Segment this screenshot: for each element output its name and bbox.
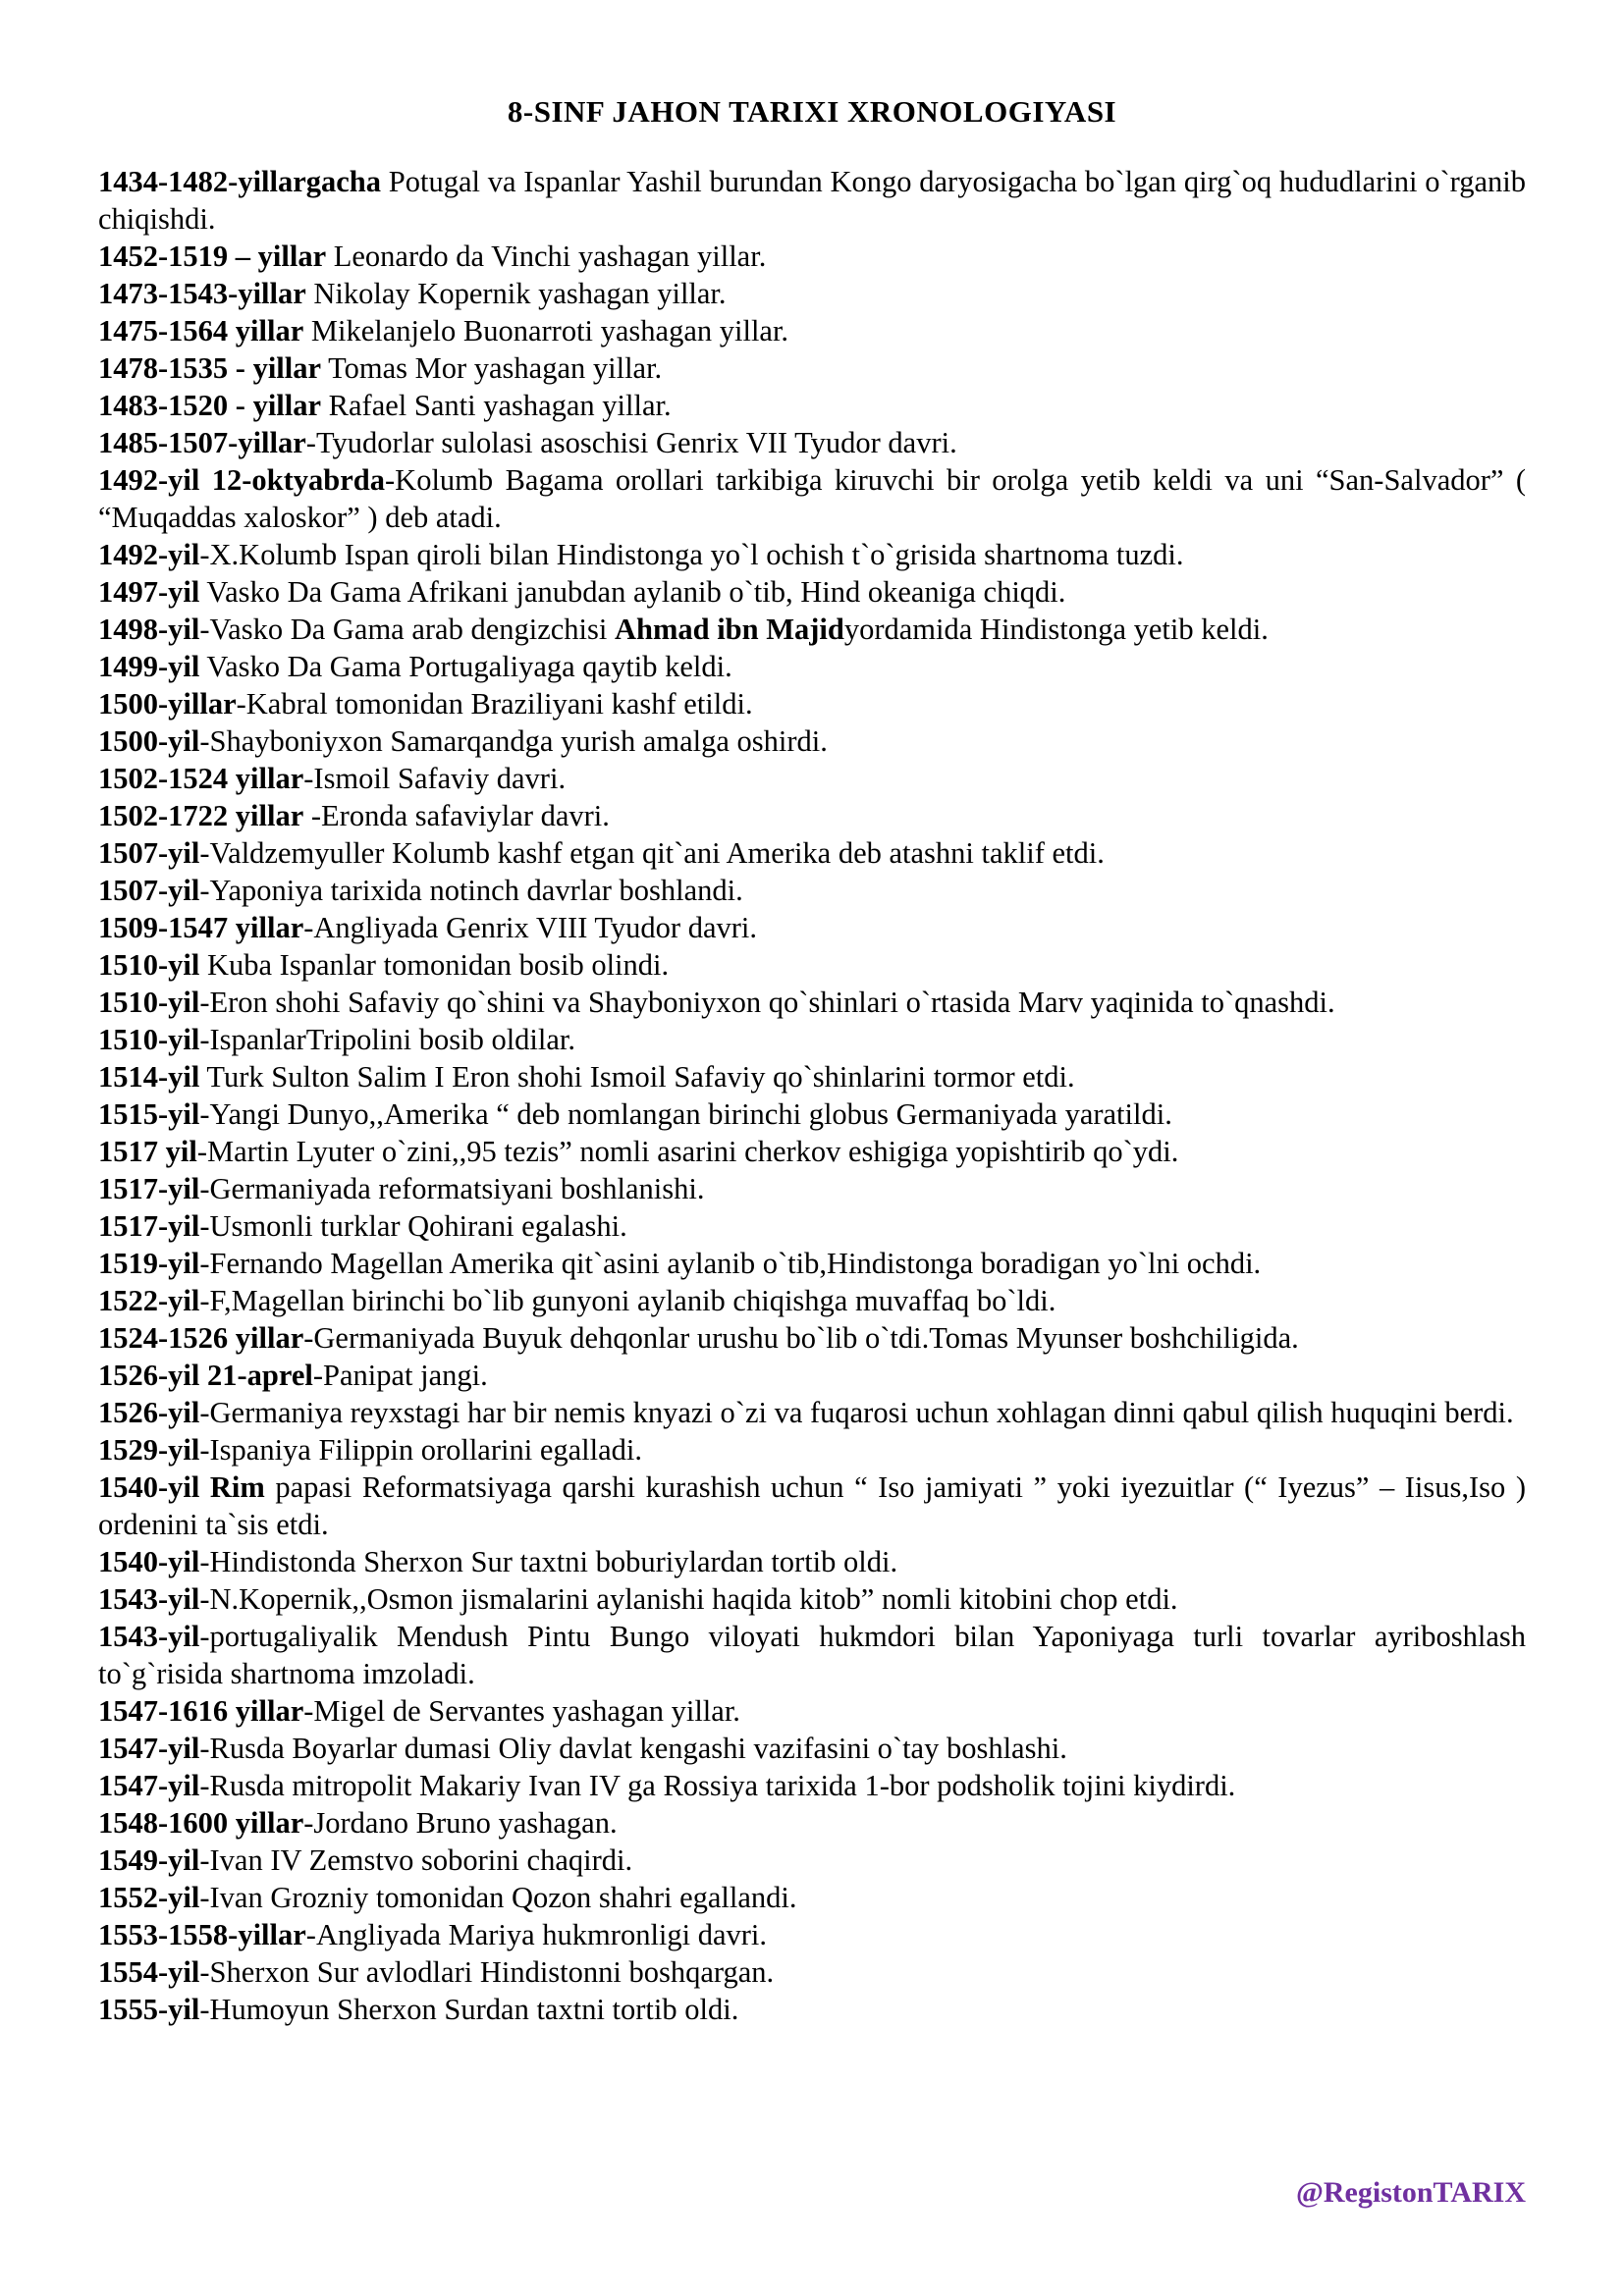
entry-text: yordamida Hindistonga yetib keldi. — [843, 613, 1269, 646]
entry-date: 1452-1519 – yillar — [98, 240, 327, 273]
entry-text: -Rusda Boyarlar dumasi Oliy davlat kengashi vazifasini o`tay boshlashi. — [199, 1732, 1067, 1765]
chronology-entry — [98, 909, 1526, 946]
entry-date: 1502-1722 yillar — [98, 799, 304, 832]
entry-text: -Tyudorlar sulolasi asoschisi Genrix VII Tyudor davri. — [305, 426, 957, 459]
entry-date: 1473-1543-yillar — [98, 277, 306, 310]
channel-handle: @RegistonTARIX — [1295, 2176, 1526, 2209]
chronology-entry — [98, 349, 1526, 387]
entry-date: 1540-yil Rim — [98, 1470, 265, 1504]
entry-date: 1526-yil 21-aprel — [98, 1359, 313, 1392]
entry-date: 1507-yil — [98, 874, 200, 907]
entry-date: 1498-yil — [98, 613, 200, 646]
entry-text: Kuba Ispanlar tomonidan bosib olindi. — [199, 948, 670, 982]
entry-text: -Martin Lyuter o`zini,,95 tezis” nomli asarini cherkov eshigiga yopishtirib qo`ydi. — [196, 1135, 1179, 1168]
entry-text: Nikolay Kopernik yashagan yillar. — [305, 277, 727, 310]
page-title: 8-SINF JAHON TARIXI XRONOLOGIYASI — [507, 94, 1117, 129]
entry-text: -Jordano Bruno yashagan. — [303, 1806, 618, 1840]
chronology-entry — [98, 312, 1526, 349]
entry-text: -Panipat jangi. — [312, 1359, 488, 1392]
entry-text: Vasko Da Gama Afrikani janubdan aylanib o`tib, Hind okeaniga chiqdi. — [199, 575, 1066, 609]
chronology-entry — [98, 1394, 1526, 1431]
entry-date: 1500-yil — [98, 724, 200, 758]
entry-date: Ahmad ibn Majid — [614, 613, 844, 646]
entry-date: 1549-yil — [98, 1843, 200, 1877]
chronology-entry — [98, 1842, 1526, 1879]
entry-text: -Yaponiya tarixida notinch davrlar boshlandi. — [199, 874, 743, 907]
chronology-entry — [98, 1133, 1526, 1170]
chronology-entry — [98, 1692, 1526, 1730]
chronology-entry — [98, 1245, 1526, 1282]
chronology-entry — [98, 1543, 1526, 1580]
chronology-entry — [98, 611, 1526, 648]
entry-date: 1522-yil — [98, 1284, 200, 1317]
chronology-entry — [98, 1618, 1526, 1692]
entry-date: 1547-1616 yillar — [98, 1694, 304, 1728]
chronology-entry — [98, 1058, 1526, 1095]
entry-date: 1507-yil — [98, 836, 200, 870]
entry-date: 1555-yil — [98, 1993, 200, 2026]
entry-text: Tomas Mor yashagan yillar. — [321, 351, 663, 385]
chronology-entry — [98, 1953, 1526, 1991]
chronology-entry — [98, 1357, 1526, 1394]
entry-text: -Ismoil Safaviy davri. — [303, 762, 567, 795]
entry-date: 1553-1558-yillar — [98, 1918, 306, 1951]
chronology-entry — [98, 163, 1526, 238]
chronology-entry — [98, 1804, 1526, 1842]
entry-date: 1547-yil — [98, 1732, 200, 1765]
entry-text: Turk Sulton Salim I Eron shohi Ismoil Safaviy qo`shinlarini tormor etdi. — [199, 1060, 1075, 1094]
entry-date: 1543-yil — [98, 1582, 200, 1616]
chronology-entry — [98, 1879, 1526, 1916]
entry-date: 1510-yil — [98, 948, 200, 982]
entry-text: -portugaliyalik Mendush Pintu Bungo viloyati hukmdori bilan Yaponiyaga turli tovarlar ayriboshlash to`g`risida shartnoma imzoladi. — [98, 1620, 1526, 1690]
entry-date: 1499-yil — [98, 650, 200, 683]
entry-text: -Humoyun Sherxon Surdan taxtni tortib oldi. — [199, 1993, 739, 2026]
entry-text: -Angliyada Genrix VIII Tyudor davri. — [303, 911, 757, 944]
entry-date: 1510-yil — [98, 986, 200, 1019]
entry-date: 1517-yil — [98, 1172, 200, 1205]
entry-text: -Angliyada Mariya hukmronligi davri. — [305, 1918, 768, 1951]
entry-text: -Ivan Grozniy tomonidan Qozon shahri egallandi. — [199, 1881, 797, 1914]
chronology-list — [98, 163, 1526, 2028]
entry-date: 1529-yil — [98, 1433, 200, 1467]
chronology-entry — [98, 648, 1526, 685]
chronology-entry — [98, 1170, 1526, 1207]
entry-text: Mikelanjelo Buonarroti yashagan yillar. — [303, 314, 789, 347]
entry-text: -F,Magellan birinchi bo`lib gunyoni aylanib chiqishga muvaffaq bo`ldi. — [199, 1284, 1056, 1317]
entry-date: 1547-yil — [98, 1769, 200, 1802]
entry-text: -Shayboniyxon Samarqandga yurish amalga oshirdi. — [199, 724, 828, 758]
chronology-entry — [98, 573, 1526, 611]
entry-text: -Kolumb Bagama orollari tarkibiga kiruvchi bir orolga yetib keldi va uni “San-Salvador” ( “Muqaddas xaloskor” ) deb atadi. — [98, 463, 1526, 534]
chronology-entry — [98, 1431, 1526, 1468]
entry-text: -Ispaniya Filippin orollarini egalladi. — [199, 1433, 642, 1467]
entry-text: -Sherxon Sur avlodlari Hindistonni boshqargan. — [199, 1955, 775, 1989]
entry-date: 1540-yil — [98, 1545, 200, 1578]
entry-date: 1509-1547 yillar — [98, 911, 304, 944]
entry-text: Rafael Santi yashagan yillar. — [321, 389, 672, 422]
chronology-entry — [98, 685, 1526, 722]
entry-text: -Fernando Magellan Amerika qit`asini aylanib o`tib,Hindistonga boradigan yo`lni ochdi. — [199, 1247, 1262, 1280]
entry-date: 1514-yil — [98, 1060, 200, 1094]
entry-text: -Germaniya reyxstagi har bir nemis knyazi o`zi va fuqarosi uchun xohlagan dinni qabul qilish huquqini berdi. — [199, 1396, 1514, 1429]
entry-date: 1485-1507-yillar — [98, 426, 306, 459]
entry-date: 1483-1520 - yillar — [98, 389, 322, 422]
chronology-entry — [98, 1021, 1526, 1058]
entry-text: -IspanlarTripolini bosib oldilar. — [199, 1023, 576, 1056]
entry-date: 1543-yil — [98, 1620, 200, 1653]
entry-date: 1500-yillar — [98, 687, 237, 721]
entry-text: -Migel de Servantes yashagan yillar. — [303, 1694, 740, 1728]
entry-text: -Rusda mitropolit Makariy Ivan IV ga Rossiya tarixida 1-bor podsholik tojini kiydirdi. — [199, 1769, 1236, 1802]
chronology-entry — [98, 1916, 1526, 1953]
entry-date: 1517 yil — [98, 1135, 197, 1168]
chronology-entry — [98, 1767, 1526, 1804]
chronology-entry — [98, 536, 1526, 573]
entry-date: 1478-1535 - yillar — [98, 351, 322, 385]
chronology-entry — [98, 424, 1526, 461]
chronology-entry — [98, 1282, 1526, 1319]
chronology-entry — [98, 1319, 1526, 1357]
entry-date: 1519-yil — [98, 1247, 200, 1280]
entry-text: -Valdzemyuller Kolumb kashf etgan qit`ani Amerika deb atashni taklif etdi. — [199, 836, 1105, 870]
chronology-entry — [98, 1991, 1526, 2028]
entry-date: 1510-yil — [98, 1023, 200, 1056]
chronology-entry — [98, 760, 1526, 797]
chronology-entry — [98, 722, 1526, 760]
entry-text: -Germaniyada reformatsiyani boshlanishi. — [199, 1172, 705, 1205]
entry-date: 1515-yil — [98, 1097, 200, 1131]
entry-text: Potugal va Ispanlar Yashil burundan Kongo daryosigacha bo`lgan qirg`oq hududlarini o`rganib chiqishdi. — [98, 165, 1526, 236]
entry-text: -Usmonli turklar Qohirani egalashi. — [199, 1209, 627, 1243]
entry-date: 1475-1564 yillar — [98, 314, 304, 347]
entry-text: -Eron shohi Safaviy qo`shini va Shayboniyxon qo`shinlari o`rtasida Marv yaqinida to`qnashdi. — [199, 986, 1335, 1019]
entry-text: papasi Reformatsiyaga qarshi kurashish uchun “ Iso jamiyati ” yoki iyezuitlar (“ Iyezus” – Iisus,Iso ) ordenini ta`sis etdi. — [98, 1470, 1526, 1541]
entry-text: -Ivan IV Zemstvo soborini chaqirdi. — [199, 1843, 633, 1877]
entry-date: 1552-yil — [98, 1881, 200, 1914]
entry-text: -Eronda safaviylar davri. — [303, 799, 610, 832]
chronology-entry — [98, 1580, 1526, 1618]
chronology-entry — [98, 984, 1526, 1021]
entry-text: -Yangi Dunyo,,Amerika “ deb nomlangan birinchi globus Germaniyada yaratildi. — [199, 1097, 1172, 1131]
entry-date: 1526-yil — [98, 1396, 200, 1429]
entry-date: 1502-1524 yillar — [98, 762, 304, 795]
entry-text: Vasko Da Gama Portugaliyaga qaytib keldi. — [199, 650, 732, 683]
entry-date: 1524-1526 yillar — [98, 1321, 304, 1355]
chronology-entry — [98, 461, 1526, 536]
entry-text: Leonardo da Vinchi yashagan yillar. — [326, 240, 767, 273]
chronology-entry — [98, 275, 1526, 312]
chronology-entry — [98, 872, 1526, 909]
entry-text: -Vasko Da Gama arab dengizchisi — [199, 613, 615, 646]
entry-date: 1554-yil — [98, 1955, 200, 1989]
entry-text: -N.Kopernik,,Osmon jismalarini aylanishi haqida kitob” nomli kitobini chop etdi. — [199, 1582, 1178, 1616]
entry-date: 1492-yil — [98, 538, 200, 571]
chronology-entry — [98, 946, 1526, 984]
chronology-entry — [98, 1207, 1526, 1245]
entry-text: -X.Kolumb Ispan qiroli bilan Hindistonga yo`l ochish t`o`grisida shartnoma tuzdi. — [199, 538, 1184, 571]
entry-date: 1497-yil — [98, 575, 200, 609]
chronology-entry — [98, 1468, 1526, 1543]
entry-date: 1517-yil — [98, 1209, 200, 1243]
entry-date: 1434-1482-yillargacha — [98, 165, 382, 198]
chronology-entry — [98, 1095, 1526, 1133]
chronology-entry — [98, 797, 1526, 834]
chronology-entry — [98, 1730, 1526, 1767]
entry-text: -Hindistonda Sherxon Sur taxtni boburiylardan tortib oldi. — [199, 1545, 898, 1578]
entry-date: 1548-1600 yillar — [98, 1806, 304, 1840]
entry-date: 1492-yil 12-oktyabrda — [98, 463, 386, 497]
entry-text: -Germaniyada Buyuk dehqonlar urushu bo`lib o`tdi.Tomas Myunser boshchiligida. — [303, 1321, 1299, 1355]
chronology-entry — [98, 834, 1526, 872]
entry-text: -Kabral tomonidan Braziliyani kashf etildi. — [236, 687, 753, 721]
chronology-entry — [98, 238, 1526, 275]
chronology-entry — [98, 387, 1526, 424]
